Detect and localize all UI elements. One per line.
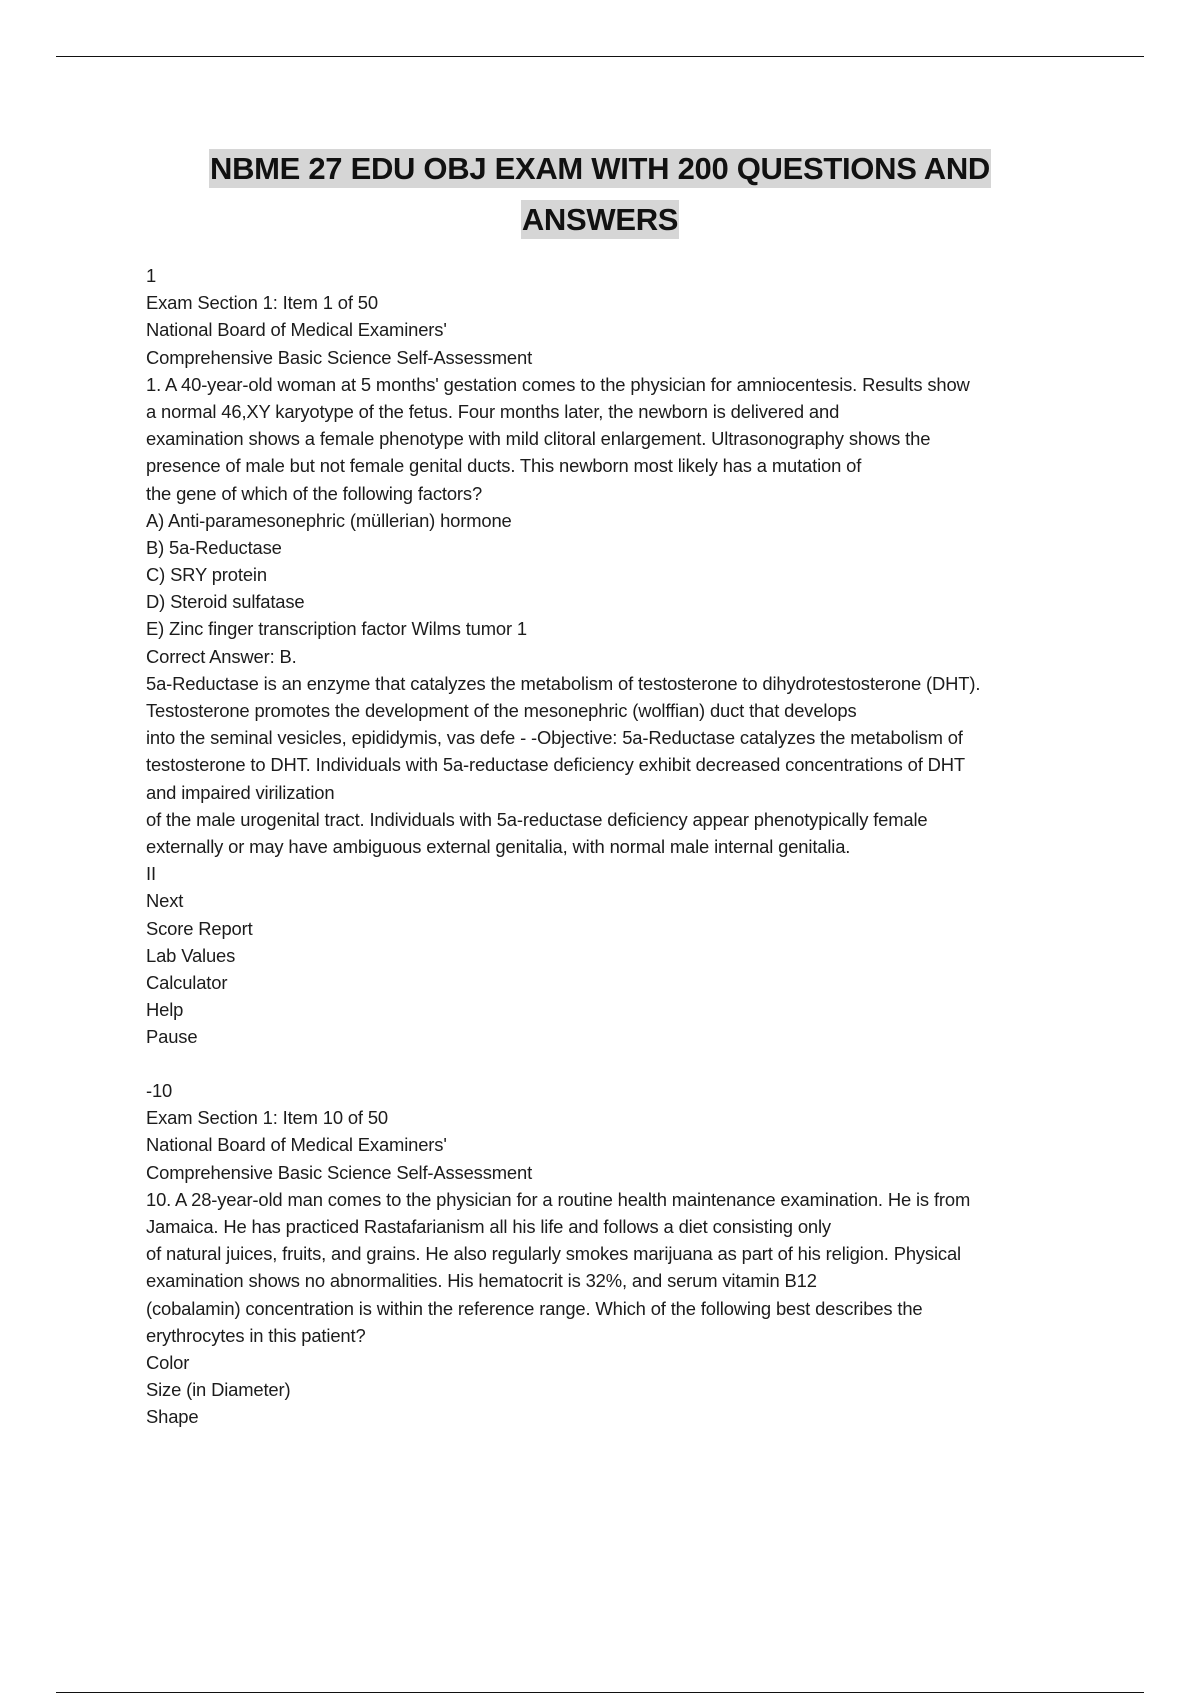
nav-label-calculator: Calculator <box>146 971 228 993</box>
question-number: 1 <box>146 265 157 286</box>
exam-section: Exam Section 1: Item 10 of 50 <box>146 1107 389 1129</box>
question-stem-line: Jamaica. He has practiced Rastafarianism all his life and follows a diet consisting only <box>146 1215 831 1237</box>
question-stem-line: erythrocytes in this patient? <box>146 1324 366 1346</box>
explanation-line: and impaired virilization <box>146 781 335 803</box>
nav-label-help: Help <box>146 999 184 1021</box>
board-name: National Board of Medical Examiners' <box>146 1134 447 1156</box>
question-1-block <box>146 262 1091 1050</box>
question-number: -10 <box>146 1080 173 1101</box>
column-header-color: Color <box>146 1351 190 1373</box>
question-stem-line: examination shows a female phenotype with mild clitoral enlargement. Ultrasonography shows the <box>146 428 931 450</box>
assessment-name: Comprehensive Basic Science Self-Assessment <box>146 346 533 368</box>
question-stem-line: a normal 46,XY karyotype of the fetus. Four months later, the newborn is delivered and <box>146 400 840 422</box>
question-stem-line: examination shows no abnormalities. His hematocrit is 32%, and serum vitamin B12 <box>146 1270 817 1292</box>
explanation-line: Testosterone promotes the development of the mesonephric (wolffian) duct that develops <box>146 700 857 721</box>
question-10-block <box>146 1077 1091 1430</box>
nav-label-next: Next <box>146 890 184 912</box>
bottom-rule <box>56 1692 1144 1693</box>
correct-answer: Correct Answer: B. <box>146 645 297 667</box>
nav-label-score-report: Score Report <box>146 917 253 939</box>
explanation-line: testosterone to DHT. Individuals with 5a-reductase deficiency exhibit decreased concentrations of DHT <box>146 754 965 776</box>
question-stem-line: (cobalamin) concentration is within the reference range. Which of the following best describes the <box>146 1297 923 1319</box>
document-title-text: NBME 27 EDU OBJ EXAM WITH 200 QUESTIONS AND ANSWERS <box>209 151 991 237</box>
column-header-shape: Shape <box>146 1406 199 1428</box>
pause-glyph-text: II <box>146 863 156 885</box>
answer-option-a: A) Anti-paramesonephric (müllerian) hormone <box>146 509 512 531</box>
top-rule <box>56 56 1144 57</box>
explanation-line: into the seminal vesicles, epididymis, vas defe - -Objective: 5a-Reductase catalyzes the metabolism of <box>146 727 963 749</box>
exam-section: Exam Section 1: Item 1 of 50 <box>146 292 378 314</box>
answer-option-e: E) Zinc finger transcription factor Wilms tumor 1 <box>146 618 527 640</box>
explanation-line: 5a-Reductase is an enzyme that catalyzes the metabolism of testosterone to dihydrotestosterone (DHT). <box>146 672 981 694</box>
answer-option-b: B) 5a-Reductase <box>146 536 282 558</box>
question-stem-line: of natural juices, fruits, and grains. He also regularly smokes marijuana as part of his religion. Physical <box>146 1243 961 1265</box>
answer-option-d: D) Steroid sulfatase <box>146 591 305 613</box>
nav-label-lab-values: Lab Values <box>146 944 236 966</box>
question-stem-line: 1. A 40-year-old woman at 5 months' gestation comes to the physician for amniocentesis. Results show <box>146 373 970 395</box>
nav-label-pause: Pause <box>146 1026 198 1048</box>
assessment-name: Comprehensive Basic Science Self-Assessment <box>146 1161 533 1183</box>
answer-option-c: C) SRY protein <box>146 564 267 586</box>
column-header-size: Size (in Diameter) <box>146 1379 291 1401</box>
question-stem-line: presence of male but not female genital ducts. This newborn most likely has a mutation of <box>146 455 862 477</box>
document-title <box>146 146 1054 248</box>
board-name: National Board of Medical Examiners' <box>146 319 447 341</box>
question-stem-line: the gene of which of the following factors? <box>146 482 483 504</box>
explanation-line: externally or may have ambiguous external genitalia, with normal male internal genitalia. <box>146 835 851 857</box>
explanation-line: of the male urogenital tract. Individuals with 5a-reductase deficiency appear phenotypically female <box>146 808 928 830</box>
question-stem-line: 10. A 28-year-old man comes to the physician for a routine health maintenance examination. He is from <box>146 1188 971 1210</box>
